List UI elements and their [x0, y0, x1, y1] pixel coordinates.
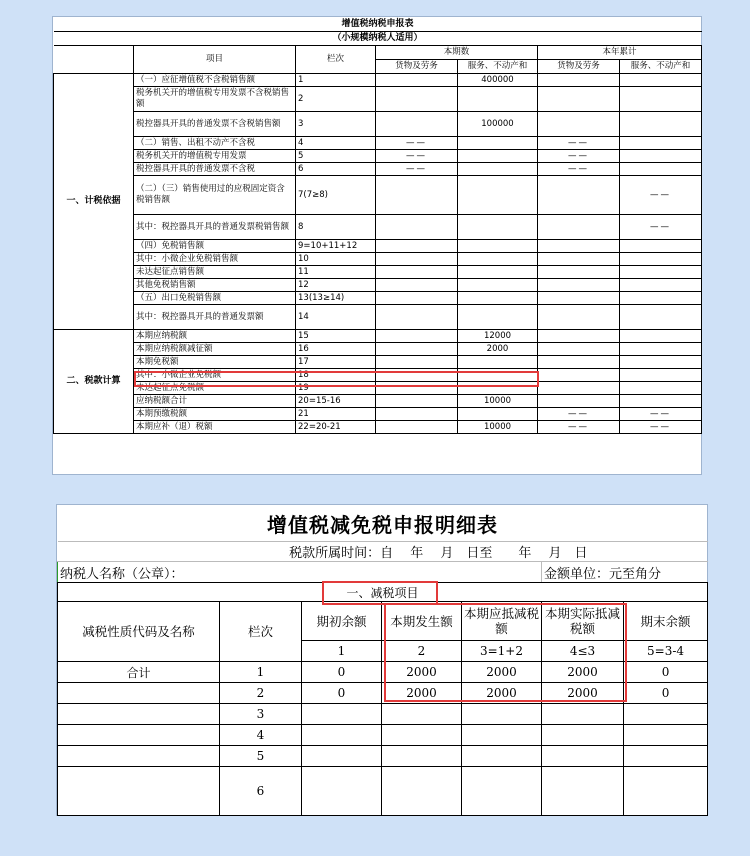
relief-cell-c3	[462, 704, 542, 725]
relief-cell-c4	[542, 746, 624, 767]
row-goods-year	[538, 369, 620, 382]
row-goods-year	[538, 74, 620, 87]
row-services-year	[620, 382, 702, 395]
row-item-label: 税控器具开具的普通发票不含税销售额	[134, 112, 296, 137]
return-row	[54, 266, 702, 279]
row-goods-year	[538, 112, 620, 137]
relief-cell-c4	[542, 725, 624, 746]
row-goods-year: ——	[538, 421, 620, 434]
row-item-label: 税控器具开具的普通发票不含税	[134, 163, 296, 176]
row-goods-year	[538, 240, 620, 253]
row-goods-year	[538, 215, 620, 240]
formula-4: 4≤3	[542, 641, 624, 662]
row-services-current	[458, 215, 538, 240]
row-goods-current	[376, 330, 458, 343]
row-services-year	[620, 305, 702, 330]
formula-5: 5=3-4	[624, 641, 708, 662]
row-services-year: ——	[620, 421, 702, 434]
relief-cell-c3: 2000	[462, 662, 542, 683]
row-line-no: 9=10+11+12	[296, 240, 376, 253]
vat-relief-table	[57, 505, 708, 816]
row-services-year	[620, 150, 702, 163]
formula-2: 2	[382, 641, 462, 662]
row-item-label: 本期应纳税额	[134, 330, 296, 343]
row-line-no: 18	[296, 369, 376, 382]
header-code-name: 减税性质代码及名称	[58, 602, 220, 662]
header-opening-balance: 期初余额	[302, 602, 382, 641]
relief-cell-line: 4	[220, 725, 302, 746]
formula-1: 1	[302, 641, 382, 662]
row-line-no: 21	[296, 408, 376, 421]
relief-cell-c4: 2000	[542, 683, 624, 704]
row-services-current	[458, 163, 538, 176]
relief-cell-c5	[624, 704, 708, 725]
vat-return-table	[53, 17, 702, 434]
row-services-year	[620, 292, 702, 305]
relief-cell-c2	[382, 725, 462, 746]
row-goods-year	[538, 343, 620, 356]
form1-title: 增值税纳税申报表	[54, 17, 702, 32]
row-services-current: 12000	[458, 330, 538, 343]
row-line-no: 2	[296, 87, 376, 112]
row-goods-current	[376, 292, 458, 305]
row-item-label: 本期应纳税额减征额	[134, 343, 296, 356]
section-tax-reduction: 一、减税项目	[58, 583, 708, 602]
header-services: 服务、不动产和	[458, 60, 538, 74]
header-deductible: 本期应抵减税额	[462, 602, 542, 641]
relief-cell-c3	[462, 725, 542, 746]
row-goods-current	[376, 87, 458, 112]
relief-cell-c5: 0	[624, 683, 708, 704]
row-goods-current: ——	[376, 137, 458, 150]
row-goods-current: ——	[376, 163, 458, 176]
row-services-year	[620, 356, 702, 369]
row-item-label: （二）（三）销售使用过的应税固定资含税销售额	[134, 176, 296, 215]
row-item-label: 其中：小微企业免税销售额	[134, 253, 296, 266]
row-line-no: 10	[296, 253, 376, 266]
header-line: 栏次	[296, 46, 376, 74]
row-line-no: 6	[296, 163, 376, 176]
return-row	[54, 150, 702, 163]
return-row	[54, 279, 702, 292]
row-services-year	[620, 137, 702, 150]
row-goods-current	[376, 176, 458, 215]
relief-cell-c5: 0	[624, 662, 708, 683]
row-line-no: 16	[296, 343, 376, 356]
row-services-current	[458, 408, 538, 421]
row-line-no: 3	[296, 112, 376, 137]
row-services-current	[458, 253, 538, 266]
row-goods-current	[376, 240, 458, 253]
row-services-year: ——	[620, 408, 702, 421]
return-row	[54, 382, 702, 395]
relief-cell-c4: 2000	[542, 662, 624, 683]
row-goods-year	[538, 279, 620, 292]
relief-cell-line: 5	[220, 746, 302, 767]
row-services-current	[458, 150, 538, 163]
row-item-label: 本期免税额	[134, 356, 296, 369]
row-item-label: 未达起征点免税额	[134, 382, 296, 395]
row-line-no: 4	[296, 137, 376, 150]
relief-cell-c1: 0	[302, 683, 382, 704]
form2-title: 增值税减免税申报明细表	[58, 505, 708, 542]
return-row	[54, 87, 702, 112]
row-line-no: 8	[296, 215, 376, 240]
relief-cell-c1	[302, 746, 382, 767]
relief-cell-c5	[624, 767, 708, 816]
relief-cell-c2	[382, 767, 462, 816]
form1-subtitle: （小规模纳税人适用）	[54, 32, 702, 46]
return-row	[54, 112, 702, 137]
row-services-current: 400000	[458, 74, 538, 87]
return-row	[54, 240, 702, 253]
relief-row	[58, 662, 708, 683]
row-services-current	[458, 87, 538, 112]
return-row	[54, 215, 702, 240]
row-line-no: 22=20-21	[296, 421, 376, 434]
relief-cell-name: 合计	[58, 662, 220, 683]
row-services-current: 10000	[458, 421, 538, 434]
relief-row	[58, 767, 708, 816]
row-goods-current	[376, 356, 458, 369]
row-services-year	[620, 279, 702, 292]
row-goods-year: ——	[538, 408, 620, 421]
row-goods-current	[376, 343, 458, 356]
row-item-label: 其中：税控器具开具的普通发票税销售额	[134, 215, 296, 240]
row-services-year	[620, 395, 702, 408]
row-services-current: 100000	[458, 112, 538, 137]
row-line-no: 12	[296, 279, 376, 292]
row-line-no: 1	[296, 74, 376, 87]
formula-3: 3=1+2	[462, 641, 542, 662]
header-year-total: 本年累计	[538, 46, 702, 60]
row-goods-current	[376, 305, 458, 330]
row-services-year: ——	[620, 215, 702, 240]
return-row	[54, 343, 702, 356]
row-line-no: 20=15-16	[296, 395, 376, 408]
row-goods-current	[376, 253, 458, 266]
relief-cell-c1	[302, 725, 382, 746]
row-services-year	[620, 266, 702, 279]
row-line-no: 11	[296, 266, 376, 279]
row-services-year	[620, 253, 702, 266]
row-goods-current	[376, 382, 458, 395]
relief-cell-c2	[382, 704, 462, 725]
row-item-label: 税务机关开的增值税专用发票	[134, 150, 296, 163]
tax-period: 税款所属时间：自 年 月 日至 年 月 日	[58, 542, 708, 562]
relief-cell-c3	[462, 746, 542, 767]
header-closing-balance: 期末余额	[624, 602, 708, 641]
relief-cell-c1: 0	[302, 662, 382, 683]
row-goods-current	[376, 279, 458, 292]
relief-cell-c3	[462, 767, 542, 816]
return-row	[54, 292, 702, 305]
row-item-label: （一）应征增值税不含税销售额	[134, 74, 296, 87]
row-line-no: 19	[296, 382, 376, 395]
row-services-year	[620, 369, 702, 382]
row-item-label: （四）免税销售额	[134, 240, 296, 253]
return-row	[54, 330, 702, 343]
return-row	[54, 408, 702, 421]
row-services-current	[458, 240, 538, 253]
relief-row	[58, 683, 708, 704]
header-services-year: 服务、不动产和	[620, 60, 702, 74]
section-tax-calc: 二、税款计算	[54, 330, 134, 434]
relief-row	[58, 725, 708, 746]
row-services-year	[620, 330, 702, 343]
row-goods-current	[376, 395, 458, 408]
amount-unit-label: 金额单位：元至角分	[542, 562, 708, 583]
row-goods-current	[376, 266, 458, 279]
relief-row	[58, 704, 708, 725]
row-goods-year	[538, 266, 620, 279]
relief-cell-name	[58, 683, 220, 704]
vat-return-sheet	[53, 17, 701, 474]
row-goods-year: ——	[538, 163, 620, 176]
row-line-no: 5	[296, 150, 376, 163]
header-item: 项目	[134, 46, 296, 74]
row-services-current	[458, 137, 538, 150]
relief-row	[58, 746, 708, 767]
row-goods-year	[538, 305, 620, 330]
row-services-current	[458, 356, 538, 369]
row-goods-year	[538, 330, 620, 343]
return-row	[54, 305, 702, 330]
row-services-current	[458, 176, 538, 215]
row-item-label: 本期预缴税额	[134, 408, 296, 421]
row-item-label: 应纳税额合计	[134, 395, 296, 408]
relief-cell-name	[58, 704, 220, 725]
row-services-year	[620, 87, 702, 112]
relief-cell-line: 6	[220, 767, 302, 816]
relief-cell-c4	[542, 767, 624, 816]
row-goods-year	[538, 176, 620, 215]
row-services-year	[620, 112, 702, 137]
row-services-year	[620, 343, 702, 356]
row-item-label: 其中：小微企业免税额	[134, 369, 296, 382]
header-actual-deduction: 本期实际抵减税额	[542, 602, 624, 641]
row-services-current	[458, 369, 538, 382]
row-goods-year: ——	[538, 137, 620, 150]
row-services-current	[458, 266, 538, 279]
return-row	[54, 137, 702, 150]
row-line-no: 15	[296, 330, 376, 343]
vat-relief-sheet	[57, 505, 707, 815]
row-services-current	[458, 305, 538, 330]
row-services-year: ——	[620, 176, 702, 215]
row-services-current	[458, 292, 538, 305]
relief-cell-c1	[302, 704, 382, 725]
return-row	[54, 369, 702, 382]
relief-cell-c2	[382, 746, 462, 767]
row-item-label: （二）销售、出租不动产不含税	[134, 137, 296, 150]
row-line-no: 7(7≥8)	[296, 176, 376, 215]
relief-cell-line: 2	[220, 683, 302, 704]
row-goods-current	[376, 215, 458, 240]
row-line-no: 13(13≥14)	[296, 292, 376, 305]
relief-cell-c3: 2000	[462, 683, 542, 704]
row-goods-current: ——	[376, 150, 458, 163]
row-item-label: 本期应补（退）税额	[134, 421, 296, 434]
taxpayer-name-label: 纳税人名称（公章）：	[58, 562, 542, 583]
return-row	[54, 74, 702, 87]
row-services-current: 10000	[458, 395, 538, 408]
return-row	[54, 356, 702, 369]
relief-cell-line: 1	[220, 662, 302, 683]
row-goods-current	[376, 369, 458, 382]
return-row	[54, 421, 702, 434]
header-goods-year: 货物及劳务	[538, 60, 620, 74]
row-item-label: 其中：税控器具开具的普通发票额	[134, 305, 296, 330]
row-goods-current	[376, 112, 458, 137]
header-goods: 货物及劳务	[376, 60, 458, 74]
row-goods-current	[376, 74, 458, 87]
row-goods-year	[538, 395, 620, 408]
relief-cell-c2: 2000	[382, 683, 462, 704]
relief-cell-name	[58, 746, 220, 767]
relief-cell-c5	[624, 746, 708, 767]
relief-cell-c4	[542, 704, 624, 725]
row-services-current: 2000	[458, 343, 538, 356]
row-line-no: 17	[296, 356, 376, 369]
row-goods-current	[376, 408, 458, 421]
row-goods-year: ——	[538, 150, 620, 163]
row-goods-current	[376, 421, 458, 434]
relief-cell-name	[58, 767, 220, 816]
row-services-year	[620, 74, 702, 87]
relief-cell-c1	[302, 767, 382, 816]
return-row	[54, 395, 702, 408]
return-row	[54, 253, 702, 266]
row-item-label: 其他免税销售额	[134, 279, 296, 292]
header-current-amount: 本期发生额	[382, 602, 462, 641]
row-services-year	[620, 240, 702, 253]
relief-cell-c2: 2000	[382, 662, 462, 683]
section-tax-basis: 一、计税依据	[54, 74, 134, 330]
relief-cell-line: 3	[220, 704, 302, 725]
row-goods-year	[538, 253, 620, 266]
row-goods-year	[538, 356, 620, 369]
header-current-period: 本期数	[376, 46, 538, 60]
relief-cell-c5	[624, 725, 708, 746]
row-goods-year	[538, 87, 620, 112]
return-row	[54, 176, 702, 215]
header-line-no: 栏次	[220, 602, 302, 662]
row-item-label: 税务机关开的增值税专用发票不含税销售额	[134, 87, 296, 112]
row-services-current	[458, 279, 538, 292]
row-goods-year	[538, 292, 620, 305]
row-goods-year	[538, 382, 620, 395]
return-row	[54, 163, 702, 176]
row-services-current	[458, 382, 538, 395]
row-item-label: （五）出口免税销售额	[134, 292, 296, 305]
relief-cell-name	[58, 725, 220, 746]
row-line-no: 14	[296, 305, 376, 330]
row-services-year	[620, 163, 702, 176]
row-item-label: 未达起征点销售额	[134, 266, 296, 279]
